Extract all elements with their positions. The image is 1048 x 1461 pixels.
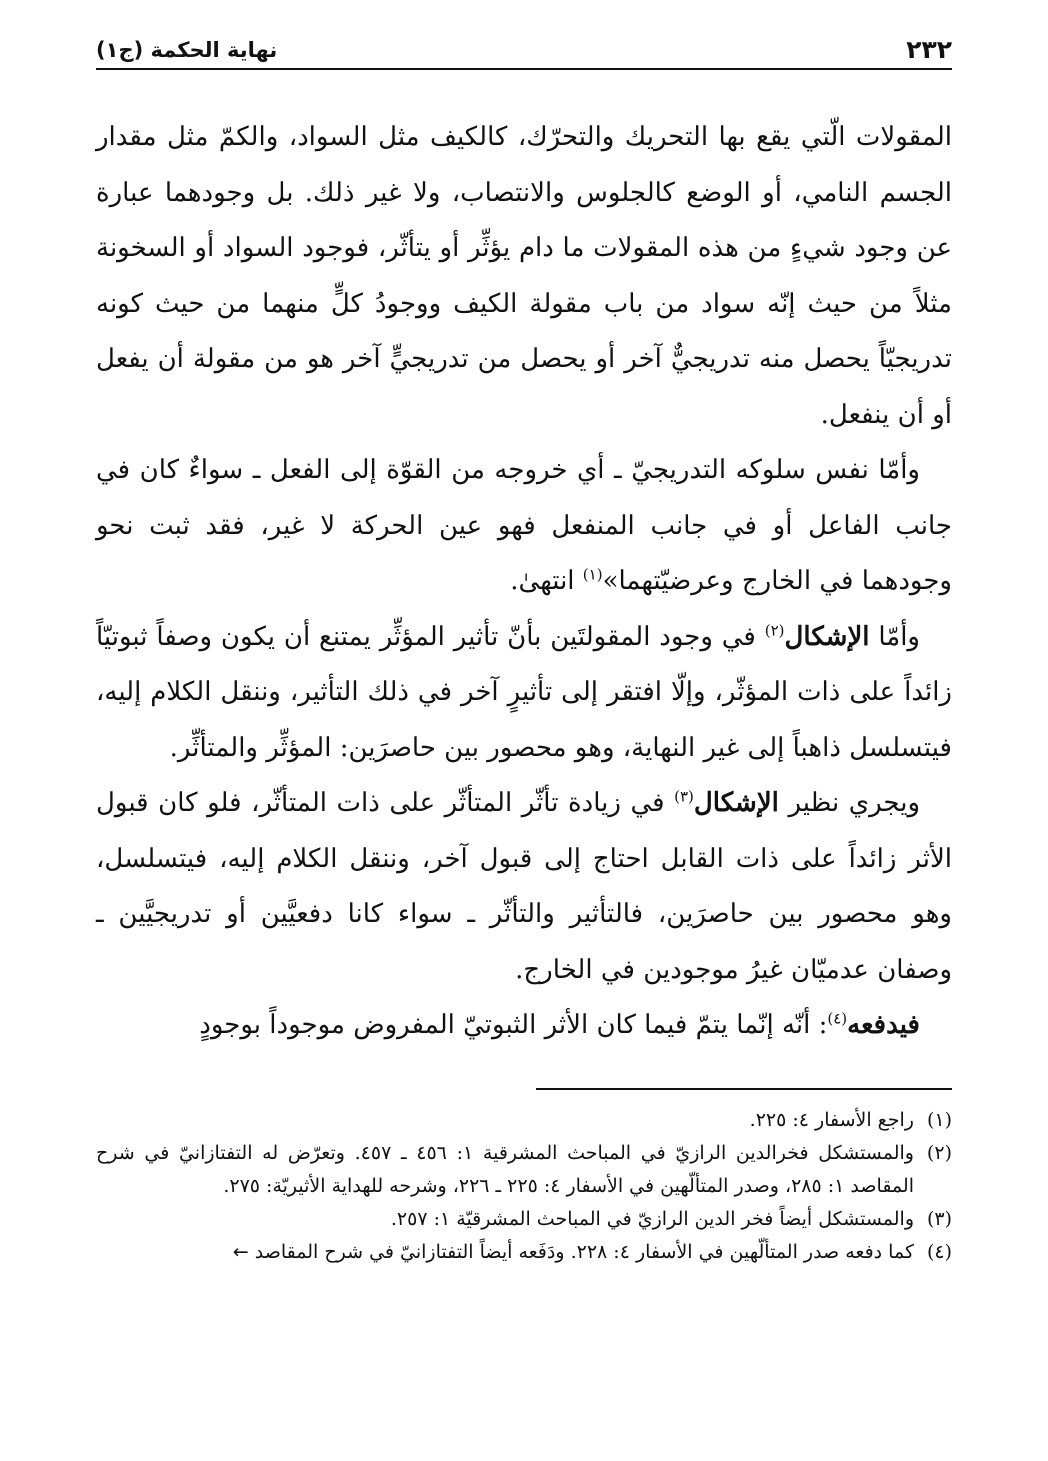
book-page: [96, 28, 952, 1269]
paragraph-2-end: انتهىٰ.: [510, 566, 583, 596]
footnote-2: [96, 1137, 952, 1203]
footnote-number: (٣): [926, 1207, 952, 1230]
paragraph-2-text: وأمّا نفس سلوكه التدريجيّ ـ أي خروجه من القوّة إلى الفعل ـ سواءٌ كان في جانب الفاعل أو في جانب المنفعل فهو عين الحركة لا غير، فقد ثبت نحو وجودهما في الخارج وعرضيّتهما»: [96, 455, 952, 596]
footnote-number: (٢): [926, 1141, 952, 1164]
footnote-4: [96, 1236, 952, 1269]
footnote-ref-4[interactable]: (٤): [827, 1009, 848, 1028]
paragraph-3: [96, 610, 952, 777]
paragraph-4-start: ويجري نظير: [778, 788, 921, 818]
left-arrow-icon: ←: [232, 1240, 249, 1263]
paragraph-4-text: في زيادة تأثّر المتأثّر على ذات المتأثّر، فلو كان قبول الأثر زائداً على ذات القابل احتاج إلى قبول آخر، وننقل الكلام إليه، فيتسلسل، وهو محصور بين حاصرَين، فالتأثير والتأثّر ـ سواء كانا دفعيَّين أو تدريجيَّين ـ وصفان عدميّان غيرُ موجودين في الخارج.: [96, 788, 952, 985]
running-header: [96, 28, 952, 70]
footnote-text: راجع الأسفار ٤: ٢٢٥.: [749, 1108, 914, 1131]
footnote-number: (٤): [926, 1240, 952, 1263]
footnote-separator: [536, 1088, 952, 1090]
main-text: [96, 110, 952, 1054]
paragraph-5-text: : أنّه إنّما يتمّ فيما كان الأثر الثبوتيّ المفروض موجوداً بوجودٍ: [199, 1010, 828, 1040]
footnote-3: [96, 1203, 952, 1236]
footnote-text: كما دفعه صدر المتألّهين في الأسفار ٤: ٢٢٨. ودَفَعه أيضاً التفتازانيّ في شرح المقاصد: [254, 1240, 914, 1263]
paragraph-5-term: فيدفعه: [847, 1010, 920, 1040]
footnote-ref-1[interactable]: (١): [582, 565, 603, 584]
paragraph-3-start: وأمّا: [869, 621, 920, 652]
footnote-number: (١): [926, 1108, 952, 1131]
paragraph-4: [96, 776, 952, 998]
footnote-1: [96, 1104, 952, 1137]
paragraph-5: [96, 998, 952, 1054]
footnote-ref-2[interactable]: (٢): [764, 620, 785, 639]
paragraph-4-term: الإشكال: [693, 788, 779, 818]
page-number: ٢٣٢: [906, 35, 952, 64]
footnote-text: والمستشكل فخرالدين الرازيّ في المباحث المشرقية ١: ٤٥٦ ـ ٤٥٧. وتعرّض له التفتازانيّ في شرح المقاصد ١: ٢٨٥، وصدر المتألّهين في الأسفار ٤: ٢٢٥ ـ ٢٢٦، وشرحه للهداية الأثيريّة: ٢٧٥.: [96, 1141, 914, 1197]
paragraph-2: [96, 443, 952, 610]
paragraph-3-term: الإشكال: [784, 621, 870, 652]
footnote-text: والمستشكل أيضاً فخر الدين الرازيّ في المباحث المشرقيّة ١: ٢٥٧.: [390, 1207, 914, 1230]
book-title: نهاية الحكمة (ج١): [96, 38, 278, 62]
paragraph-3-text: في وجود المقولتَين بأنّ تأثير المؤثِّر يمتنع أن يكون وصفاً ثبوتيّاً زائداً على ذات المؤثّر، وإلّا افتقر إلى تأثيرٍ آخر في ذلك التأثير، وننقل الكلام إليه، فيتسلسل ذاهباً إلى غير النهاية، وهو محصور بين حاصرَين: المؤثِّر والمتأثِّر.: [96, 621, 952, 763]
footnotes: [96, 1104, 952, 1269]
footnote-ref-3[interactable]: (٣): [674, 787, 694, 806]
paragraph-1: المقولات الّتي يقع بها التحريك والتحرّك، كالكيف مثل السواد، والكمّ مثل مقدار الجسم النامي، أو الوضع كالجلوس والانتصاب، ولا غير ذلك. بل وجودهما عبارة عن وجود شيءٍ من هذه المقولات ما دام يؤثِّر أو يتأثّر، فوجود السواد أو السخونة مثلاً من حيث إنّه سواد من باب مقولة الكيف ووجودُ كلٍّ منهما من حيث كونه تدريجيّاً يحصل منه تدريجيٌّ آخر أو يحصل من تدريجيٍّ آخر هو من مقولة أن يفعل أو أن ينفعل.: [96, 122, 952, 430]
